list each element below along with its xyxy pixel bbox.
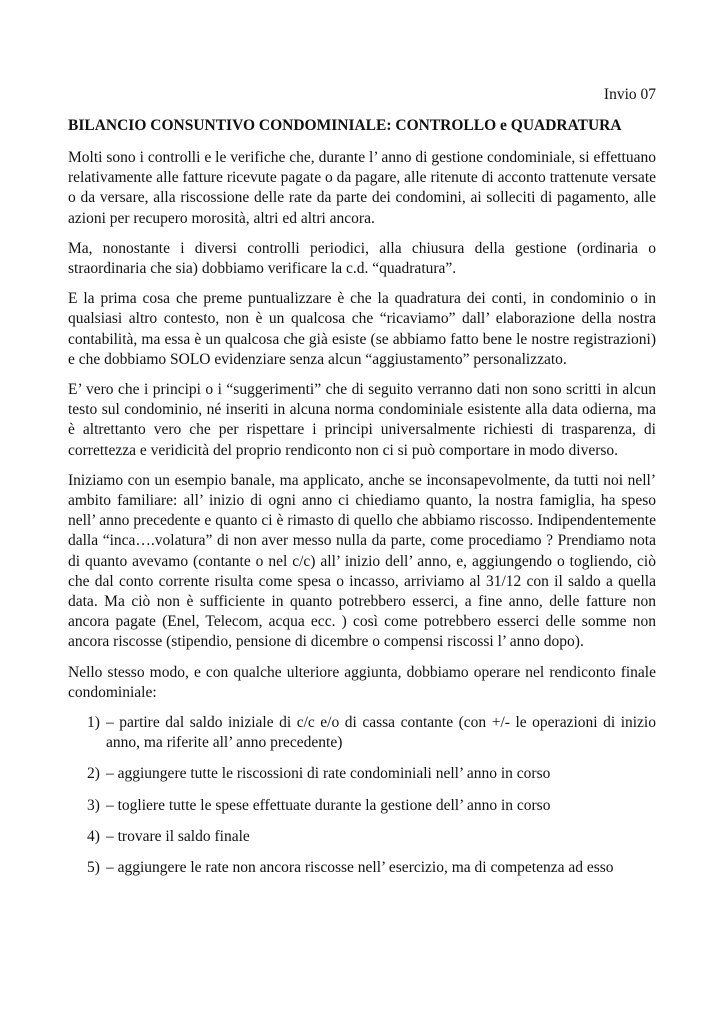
list-item: [68, 858, 656, 878]
step-number: 5): [87, 859, 100, 877]
list-item: [68, 827, 656, 847]
list-item: [68, 764, 656, 784]
step-text: – trovare il saldo finale: [106, 827, 250, 845]
document-title: BILANCIO CONSUNTIVO CONDOMINIALE: CONTROLLO e QUADRATURA: [68, 117, 622, 134]
document-page: [68, 84, 656, 889]
step-text: – togliere tutte le spese effettuate durante la gestione dell’ anno in corso: [106, 796, 551, 814]
list-item: [68, 796, 656, 816]
document-reference: Invio 07: [603, 86, 656, 103]
steps-list: [68, 713, 656, 878]
step-text: – partire dal saldo iniziale di c/c e/o di cassa contante (con +/- le operazioni di inizio anno, ma riferite all’ anno precedente): [106, 714, 656, 752]
paragraph-controls: Molti sono i controlli e le verifiche che, durante l’ anno di gestione condominiale, si effettuano relativamente alle fatture ricevute pagate o da pagare, alle ritenute di acconto trattenute versate o da versare, alla riscossione delle rate da parte dei condomini, ai solleciti di pagamento, alle azioni per recupero morosità, altri ed altri ancora.: [68, 149, 656, 227]
paragraph-family-example: Iniziamo con un esempio banale, ma applicato, anche se inconsapevolmente, da tutti noi nell’ ambito familiare: all’ inizio di ogni anno ci chiediamo quanto, la nostra famiglia, ha speso nell’ anno precedente e quanto ci è rimasto di quello che abbiamo riscosso. Indipendentemente dalla “inca….volatura” di non aver messo nulla da parte, come procediamo ? Prendiamo nota di quanto avevamo (contante o nel c/c) all’ inizio dell’ anno, e, aggiungendo o togliendo, ciò che dal conto corrente risulta come spesa o incasso, arriviamo al 31/12 con il saldo a quella data. Ma ciò non è sufficiente in quanto potrebbero esserci, a fine anno, delle fatture non ancora pagate (Enel, Telecom, acqua ecc. ) così come potrebbero esserci delle somme non ancora riscosse (stipendio, pensione di dicembre o compensi riscossi l’ anno dopo).: [68, 471, 656, 651]
paragraph-quadratura: Ma, nonostante i diversi controlli periodici, alla chiusura della gestione (ordinaria o straordinaria che sia) dobbiamo verificare la c.d. “quadratura”.: [68, 239, 656, 278]
paragraph-transparency: E’ vero che i principi o i “suggerimenti” che di seguito verranno dati non sono scritti in alcun testo sul condominio, né inseriti in alcuna norma condominiale esistente alla data odierna, ma è altrettanto vero che per rispettare i principi universalmente richiesti di trasparenza, di correttezza e veridicità del proprio rendiconto non ci si può comportare in modo diverso.: [68, 381, 656, 459]
step-text: – aggiungere le rate non ancora riscosse nell’ esercizio, ma di competenza ad esso: [106, 859, 614, 877]
step-text: – aggiungere tutte le riscossioni di rate condominiali nell’ anno in corso: [106, 765, 551, 783]
step-number: 1): [87, 714, 100, 732]
step-number: 3): [87, 796, 100, 814]
step-number: 4): [87, 827, 100, 845]
step-number: 2): [87, 765, 100, 783]
paragraph-principle: E la prima cosa che preme puntualizzare è che la quadratura dei conti, in condominio o in qualsiasi altro contesto, non è un qualcosa che “ricaviamo” dall’ elaborazione della nostra contabilità, ma essa è un qualcosa che già esiste (se abbiamo fatto bene le nostre registrazioni) e che dobbiamo SOLO evidenziare senza alcun “aggiustamento” personalizzato.: [68, 290, 656, 368]
paragraph-final-report: Nello stesso modo, e con qualche ulteriore aggiunta, dobbiamo operare nel rendiconto finale condominiale:: [68, 663, 656, 701]
list-item: [68, 713, 656, 753]
